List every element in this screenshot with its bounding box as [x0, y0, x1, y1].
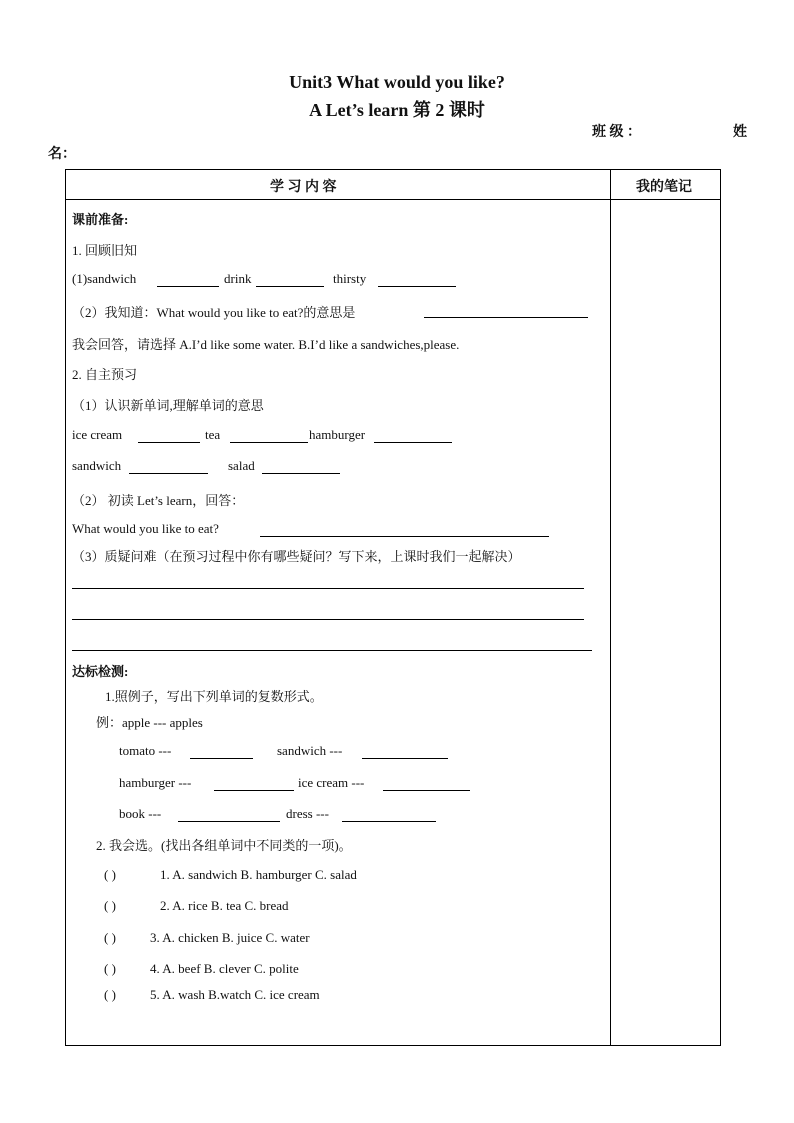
test-heading: 达标检测: — [72, 664, 129, 679]
first-reading-instruction: （2） 初读 Let’s learn，回答： — [72, 493, 245, 508]
study-table — [65, 169, 721, 1046]
questions-instruction: （3）质疑问难（在预习过程中你有哪些疑问？写下来，上课时我们一起解决） — [72, 549, 521, 564]
new-word-salad: salad — [228, 458, 255, 473]
writing-line[interactable] — [72, 619, 584, 620]
prep-heading: 课前准备: — [72, 212, 129, 227]
column-header-notes: 我的笔记 — [636, 180, 692, 195]
answer-blank[interactable] — [256, 286, 324, 287]
answer-blank[interactable] — [129, 473, 208, 474]
answer-blank[interactable] — [190, 758, 253, 759]
table-header-divider — [65, 199, 721, 200]
choice-item-3: 3. A. chicken B. juice C. water — [150, 930, 310, 945]
answer-blank[interactable] — [157, 286, 219, 287]
answer-blank[interactable] — [424, 317, 588, 318]
choice-item-2: 2. A. rice B. tea C. bread — [160, 898, 289, 913]
column-header-content: 学 习 内 容 — [270, 180, 337, 195]
document-title: Unit3 What would you like? — [289, 72, 505, 92]
answer-blank[interactable] — [262, 473, 340, 474]
plural-dress: dress --- — [286, 806, 329, 821]
name-label-part2: 名： — [48, 147, 76, 162]
answer-blank[interactable] — [342, 821, 436, 822]
answer-blank[interactable] — [214, 790, 294, 791]
plural-example: 例：apple --- apples — [96, 715, 203, 730]
choice-paren[interactable]: ( ) — [104, 930, 116, 945]
plural-hamburger: hamburger --- — [119, 775, 192, 790]
odd-one-out-instruction: 2. 我会选。(找出各组单词中不同类的一项)。 — [96, 838, 352, 853]
plural-ice-cream: ice cream --- — [298, 775, 365, 790]
answer-blank[interactable] — [138, 442, 200, 443]
eat-question: What would you like to eat? — [72, 521, 219, 536]
know-meaning-question: （2）我知道：What would you like to eat?的意思是 — [72, 305, 356, 320]
answer-blank[interactable] — [230, 442, 308, 443]
writing-line[interactable] — [72, 588, 584, 589]
choice-item-1: 1. A. sandwich B. hamburger C. salad — [160, 867, 357, 882]
answer-blank[interactable] — [260, 536, 549, 537]
new-word-hamburger: hamburger — [309, 427, 366, 442]
choice-paren[interactable]: ( ) — [104, 898, 116, 913]
review-word-drink: drink — [224, 271, 252, 286]
choice-paren[interactable]: ( ) — [104, 961, 116, 976]
lesson-subtitle: A Let’s learn 第 2 课时 — [309, 100, 485, 120]
new-word-sandwich: sandwich — [72, 458, 122, 473]
name-label-part1: 姓 — [733, 125, 747, 140]
new-word-tea: tea — [205, 427, 221, 442]
prep-step-1: 1. 回顾旧知 — [72, 243, 138, 258]
choice-item-5: 5. A. wash B.watch C. ice cream — [150, 987, 320, 1002]
choice-paren[interactable]: ( ) — [104, 987, 116, 1002]
plural-sandwich: sandwich --- — [277, 743, 343, 758]
plural-book: book --- — [119, 806, 162, 821]
review-word-thirsty: thirsty — [333, 271, 367, 286]
table-column-divider — [610, 169, 611, 1046]
answer-blank[interactable] — [378, 286, 456, 287]
answer-blank[interactable] — [374, 442, 452, 443]
prep-step-2: 2. 自主预习 — [72, 367, 138, 382]
answer-blank[interactable] — [362, 758, 448, 759]
plural-tomato: tomato --- — [119, 743, 172, 758]
review-word-sandwich: (1)sandwich — [72, 271, 137, 286]
class-label: 班 级 ： — [592, 125, 641, 140]
new-words-instruction: （1）认识新单词,理解单词的意思 — [72, 398, 264, 413]
answer-blank[interactable] — [383, 790, 470, 791]
new-word-ice-cream: ice cream — [72, 427, 123, 442]
choice-paren[interactable]: ( ) — [104, 867, 116, 882]
choice-item-4: 4. A. beef B. clever C. polite — [150, 961, 299, 976]
answer-choice-line: 我会回答，请选择 A.I’d like some water. B.I’d like a sandwiches,please. — [72, 337, 460, 352]
answer-blank[interactable] — [178, 821, 280, 822]
writing-line[interactable] — [72, 650, 592, 651]
plural-instruction: 1.照例子，写出下列单词的复数形式。 — [105, 689, 323, 704]
